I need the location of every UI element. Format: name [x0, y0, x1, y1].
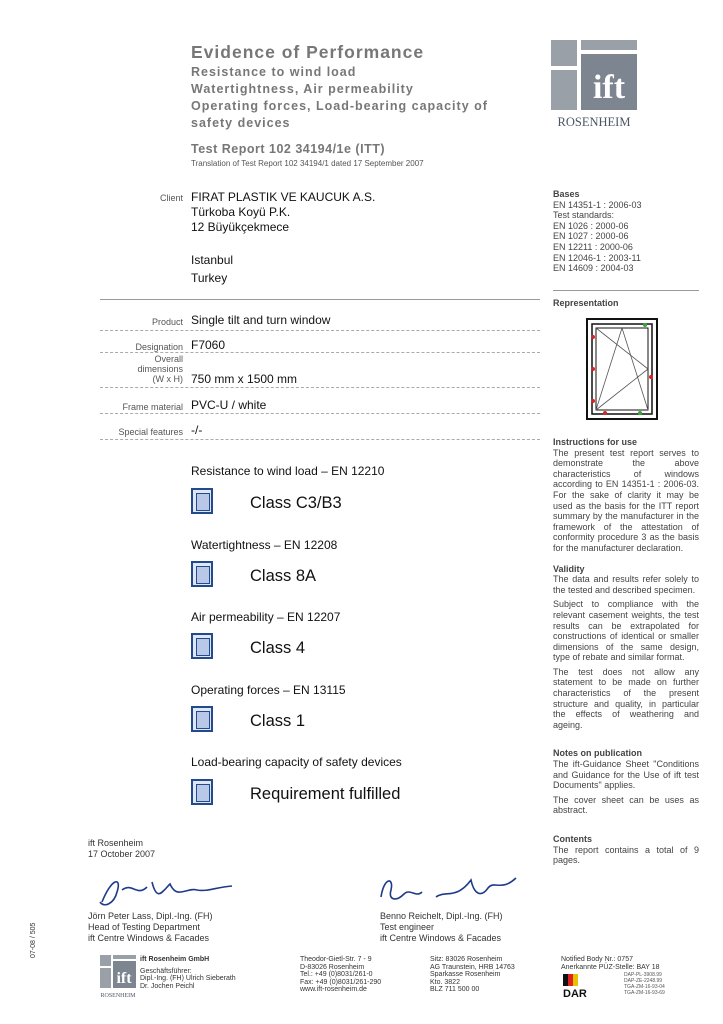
seat-1: Sitz: 83026 Rosenheim	[430, 956, 503, 963]
signature-block-1	[88, 911, 213, 944]
subtitle-line-4: safety devices	[191, 116, 291, 130]
footer-seat	[430, 956, 515, 994]
bases-value: EN 14351-1 : 2006-03	[553, 199, 642, 210]
client-line-3: 12 Büyükçekmece	[191, 220, 290, 234]
seat-4: Kto. 3822	[430, 978, 460, 986]
signer-2-name: Benno Reichelt, Dipl.-Ing. (FH)	[380, 911, 503, 921]
product-label: Product	[151, 317, 183, 327]
notes-title: Notes on publication	[553, 748, 642, 759]
subtitle-line-1: Resistance to wind load	[191, 65, 357, 79]
wind-load-icon	[191, 488, 213, 514]
watertightness-icon	[191, 561, 213, 587]
standard-5: EN 14609 : 2004-03	[553, 263, 634, 274]
translation-note: Translation of Test Report 102 34194/1 dated 17 September 2007	[191, 159, 424, 168]
subtitle-line-2: Watertightness, Air permeability	[191, 82, 414, 96]
signature-reichelt	[376, 872, 526, 912]
designation-value: F7060	[191, 338, 226, 352]
dimensions-label-1: Overall	[154, 354, 183, 364]
client-line-5: Turkey	[191, 271, 228, 285]
ift-logo	[551, 40, 637, 128]
notes-text-1: The ift-Guidance Sheet "Conditions and Guidance for the Use of ift test Documents" applies.	[553, 759, 699, 791]
client-line-2: Türkoba Koyü P.K.	[191, 205, 291, 219]
frame-material-label: Frame material	[122, 402, 183, 412]
signature-lass	[92, 872, 242, 912]
validity-title: Validity	[553, 563, 585, 574]
company-name: ift Rosenheim GmbH	[140, 956, 210, 963]
standard-1: EN 1026 : 2000-06	[553, 220, 629, 231]
standard-2: EN 1027 : 2000-06	[553, 231, 629, 242]
subtitle-line-3: Operating forces, Load-bearing capacity of	[191, 99, 488, 113]
address-2: D-83026 Rosenheim	[300, 963, 365, 971]
dap-1: DAP-PL-3908.99	[624, 972, 662, 978]
air-permeability-heading: Air permeability – EN 12207	[191, 610, 341, 624]
notified-1: Notified Body Nr.: 0757	[561, 956, 633, 963]
standard-3: EN 12211 : 2000-06	[553, 241, 633, 252]
air-permeability-icon	[191, 633, 213, 659]
notified-2: Anerkannte PÜZ-Stelle: BAY 18	[561, 963, 660, 971]
seat-2: AG Traunstein, HRB 14763	[430, 963, 515, 971]
seat-5: BLZ 711 500 00	[430, 986, 480, 993]
notes-text-2: The cover sheet can be uses as abstract.	[553, 794, 699, 816]
dap-codes	[624, 972, 665, 996]
place-date	[88, 838, 155, 860]
divider	[100, 330, 540, 331]
signer-1-role: Head of Testing Department	[88, 922, 200, 932]
divider	[100, 299, 540, 300]
safety-devices-heading: Load-bearing capacity of safety devices	[191, 755, 402, 769]
validity-text-2: Subject to compliance with the relevant casement weights, the test results can be extrapolated for constructions of identical or smaller dimensions of the same design, type of rebate and similar format.	[553, 599, 699, 663]
dimensions-value: 750 mm x 1500 mm	[191, 372, 298, 386]
footer-ift-logo	[100, 955, 136, 999]
signer-1-name: Jörn Peter Lass, Dipl.-Ing. (FH)	[88, 911, 213, 921]
standards-title: Test standards:	[553, 210, 615, 221]
logo-text: ift	[592, 69, 626, 106]
window-diagram	[585, 317, 659, 421]
signer-2-dept: ift Centre Windows & Facades	[380, 933, 502, 943]
signer-2-role: Test engineer	[380, 922, 435, 932]
safety-devices-class: Requirement fulfilled	[250, 785, 401, 803]
special-features-value: -/-	[191, 423, 203, 437]
divider	[100, 352, 540, 353]
signature-block-2	[380, 911, 503, 944]
report-number: Test Report 102 34194/1e (ITT)	[191, 142, 386, 156]
divider	[100, 387, 540, 388]
footer-company	[140, 956, 236, 990]
operating-forces-icon	[191, 706, 213, 732]
bases-title: Bases	[553, 189, 580, 199]
operating-forces-heading: Operating forces – EN 13115	[191, 683, 346, 697]
watertightness-heading: Watertightness – EN 12208	[191, 538, 338, 552]
side-code: 07-08 / 505	[30, 922, 37, 958]
footer-notified	[561, 956, 660, 971]
dimensions-label-2: dimensions	[137, 364, 183, 374]
sidebar-bases	[553, 189, 699, 274]
standard-4: EN 12046-1 : 2003-11	[553, 252, 641, 263]
address-5: www.ift-rosenheim.de	[300, 986, 367, 993]
representation-title: Representation	[553, 298, 619, 308]
footer-logo-text: ift	[116, 970, 132, 987]
mgmt-1: Geschäftsführer:	[140, 967, 192, 975]
instructions-text: The present test report serves to demonstrate the above characteristics of windows according to EN 14351-1 : 2006-03. For the sake of clarity it may be used as the basis for the ITT report summary by the manufacturer in the framework of the attestation of conformity procedure 3 as the basis for the manufacturer declaration.	[553, 447, 699, 553]
contents-title: Contents	[553, 834, 592, 844]
seat-3: Sparkasse Rosenheim	[430, 971, 501, 978]
address-1: Theodor-Gietl-Str. 7 - 9	[300, 956, 372, 963]
address-3: Tel.: +49 (0)8031/261-0	[300, 971, 373, 978]
watertightness-class: Class 8A	[250, 567, 317, 585]
dap-3: TGA-ZM-16-93-04	[624, 984, 665, 990]
divider	[100, 439, 540, 440]
address-4: Fax: +49 (0)8031/261-290	[300, 978, 382, 986]
validity-text-3: The test does not allow any statement to be made on further characteristics of the present structure and quality, in particular the effects of weathering and ageing.	[553, 666, 699, 730]
dap-4: TGA-ZM-16-93-69	[624, 990, 665, 996]
divider	[553, 290, 699, 291]
dap-2: DAP-ZE-2248.99	[624, 978, 663, 984]
dar-logo	[561, 972, 621, 998]
signer-1-dept: ift Centre Windows & Facades	[88, 933, 210, 943]
product-value: Single tilt and turn window	[191, 313, 331, 327]
client-line-4: Istanbul	[191, 253, 234, 267]
air-permeability-class: Class 4	[250, 639, 306, 657]
safety-devices-icon	[191, 779, 213, 805]
mgmt-3: Dr. Jochen Peichl	[140, 982, 195, 990]
sidebar-instructions	[553, 437, 699, 870]
footer-logo-city: ROSENHEIM	[100, 993, 136, 999]
dimensions-label-3: (W x H)	[152, 374, 183, 384]
wind-load-heading: Resistance to wind load – EN 12210	[191, 464, 385, 478]
client-label: Client	[159, 193, 183, 203]
wind-load-class: Class C3/B3	[250, 494, 342, 512]
mgmt-2: Dipl.-Ing. (FH) Ulrich Sieberath	[140, 975, 236, 982]
validity-text-1: The data and results refer solely to the tested and described specimen.	[553, 574, 699, 595]
divider	[100, 413, 540, 414]
instructions-title: Instructions for use	[553, 437, 638, 447]
operating-forces-class: Class 1	[250, 712, 306, 730]
contents-text: The report contains a total of 9 pages.	[553, 844, 699, 866]
place-date-value: 17 October 2007	[88, 849, 156, 859]
footer-address	[300, 956, 381, 994]
document-title: Evidence of Performance	[191, 42, 425, 62]
designation-label: Designation	[135, 342, 183, 352]
place-org: ift Rosenheim	[88, 838, 144, 848]
special-features-label: Special features	[118, 427, 183, 437]
client-line-1: FIRAT PLASTIK VE KAUCUK A.S.	[191, 190, 376, 204]
svg-text:DAR: DAR	[563, 988, 587, 998]
logo-city: ROSENHEIM	[557, 115, 631, 128]
frame-material-value: PVC-U / white	[191, 398, 267, 412]
